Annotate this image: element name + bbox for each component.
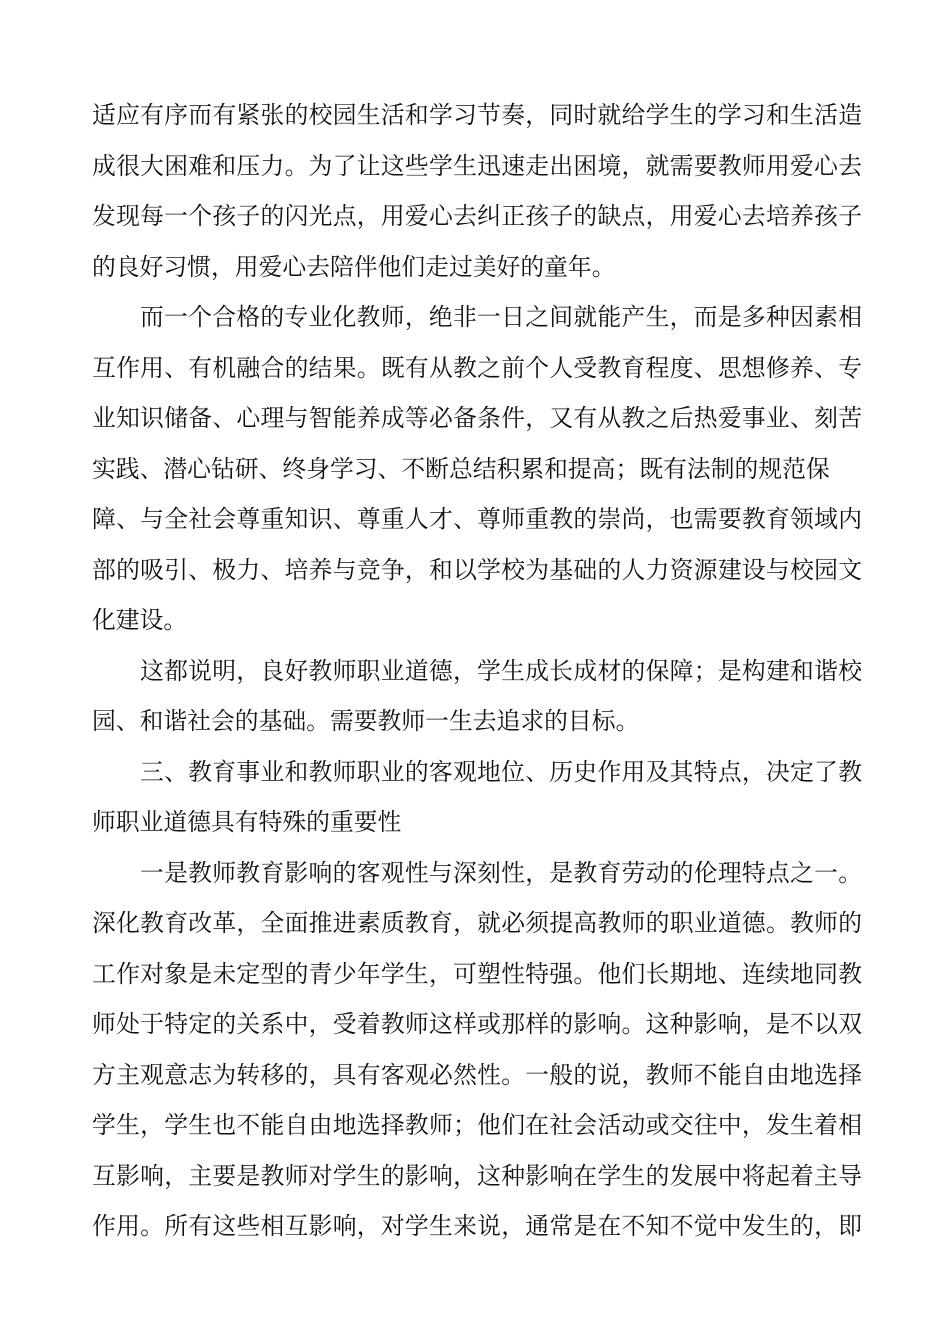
paragraph-start-line: 一是教师教育影响的客观性与深刻性，是教育劳动的伦理特点之一。	[140, 858, 862, 887]
section-heading-line: 师职业道德具有特殊的重要性	[92, 808, 402, 836]
text-line: 发现每一个孩子的闪光点，用爱心去纠正孩子的缺点，用爱心去培养孩子	[92, 202, 862, 230]
paragraph-start-line: 这都说明，良好教师职业道德，学生成长成材的保障；是构建和谐校	[140, 656, 862, 685]
text-line: 部的吸引、极力、培养与竞争，和以学校为基础的人力资源建设与校园文	[92, 555, 862, 584]
text-line: 障、与全社会尊重知识、尊重人才、尊师重教的崇尚，也需要教育领域内	[92, 505, 862, 533]
document-body	[92, 90, 862, 1252]
text-line: 方主观意志为转移的，具有客观必然性。一般的说，教师不能自由地选择	[92, 1060, 862, 1089]
text-line: 学生，学生也不能自由地选择教师；他们在社会活动或交往中，发生着相	[92, 1111, 862, 1139]
text-line: 适应有序而有紧张的校园生活和学习节奏，同时就给学生的学习和生活造	[92, 101, 862, 129]
text-line: 的良好习惯，用爱心去陪伴他们走过美好的童年。	[92, 252, 616, 281]
text-line: 师处于特定的关系中，受着教师这样或那样的影响。这种影响，是不以双	[92, 1010, 862, 1038]
text-line: 成很大困难和压力。为了让这些学生迅速走出困境，就需要教师用爱心去	[92, 151, 862, 180]
text-line: 业知识储备、心理与智能养成等必备条件，又有从教之后热爱事业、刻苦	[92, 404, 862, 432]
text-line: 互作用、有机融合的结果。既有从教之前个人受教育程度、思想修养、专	[92, 353, 862, 382]
paragraph-start-line: 而一个合格的专业化教师，绝非一日之间就能产生，而是多种因素相	[140, 303, 862, 331]
text-line: 深化教育改革，全面推进素质教育，就必须提高教师的职业道德。教师的	[92, 909, 862, 937]
text-line: 园、和谐社会的基础。需要教师一生去追求的目标。	[92, 707, 640, 735]
text-line: 实践、潜心钻研、终身学习、不断总结积累和提高；既有法制的规范保	[92, 454, 830, 483]
text-line: 互影响，主要是教师对学生的影响，这种影响在学生的发展中将起着主导	[92, 1161, 862, 1190]
text-line: 作用。所有这些相互影响，对学生来说，通常是在不知不觉中发生的，即	[92, 1212, 862, 1240]
text-line: 工作对象是未定型的青少年学生，可塑性特强。他们长期地、连续地同教	[92, 959, 862, 988]
section-heading-line: 三、教育事业和教师职业的客观地位、历史作用及其特点，决定了教	[140, 757, 862, 786]
text-line: 化建设。	[92, 606, 188, 634]
